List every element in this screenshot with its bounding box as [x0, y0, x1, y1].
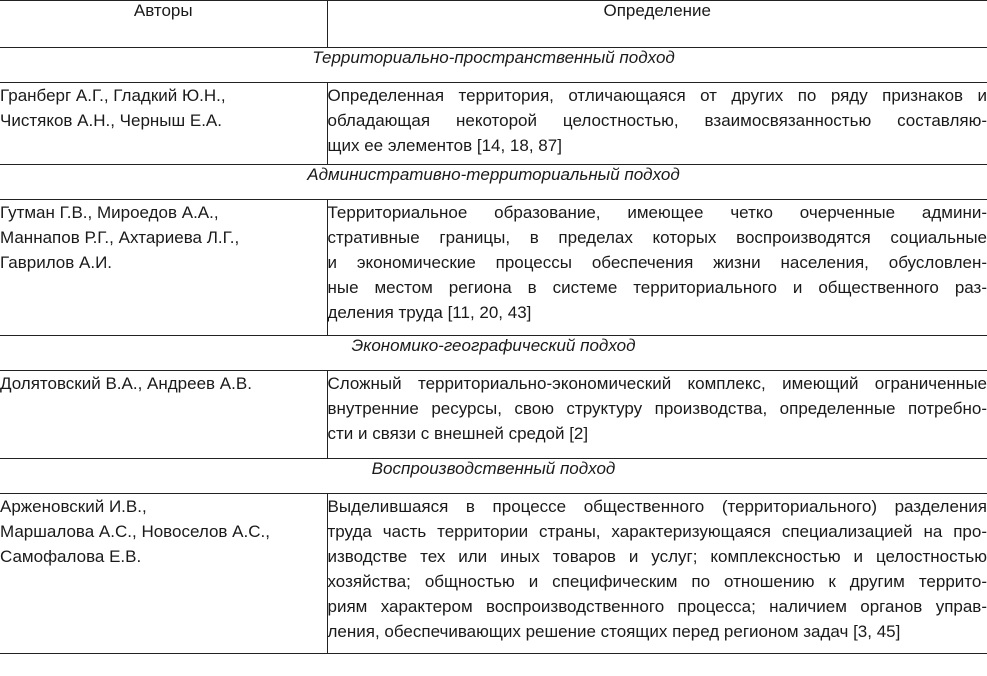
definition-line: Выделившаяся в процессе общественного (территориального) разделения — [327, 497, 987, 516]
authors-cell — [0, 494, 327, 654]
authors-line: Гутман Г.В., Мироедов А.А., — [0, 203, 219, 222]
definition-line: ные местом региона в системе территориального и общественного раз- — [327, 278, 987, 297]
definition-line: Сложный территориально-экономический комплекс, имеющий ограниченные — [327, 374, 987, 393]
definition-line: изводстве тех или иных товаров и услуг; комплексностью и целостностью — [327, 547, 987, 566]
authors-line: Маннапов Р.Г., Ахтариева Л.Г., — [0, 228, 240, 247]
table-row — [0, 494, 987, 654]
definition-line: труда часть территории страны, характеризующаяся специализацией на про- — [327, 522, 987, 541]
definition-line: внутренние ресурсы, свою структуру производства, определенные потребно- — [327, 399, 987, 418]
definition-line: стративные границы, в пределах которых воспроизводятся социальные — [327, 228, 987, 247]
definition-line: обладающая некоторой целостностью, взаимосвязанностью составляю- — [327, 111, 987, 130]
definition-line: деления труда [11, 20, 43] — [327, 303, 532, 322]
header-authors: Авторы — [0, 1, 327, 48]
definition-cell — [327, 83, 987, 165]
table-row — [0, 83, 987, 165]
section-title: Территориально-пространственный подход — [0, 48, 987, 83]
definition-line: Определенная территория, отличающаяся от других по ряду признаков и — [327, 86, 987, 105]
header-definition: Определение — [327, 1, 987, 48]
section-row — [0, 48, 987, 83]
table-row — [0, 200, 987, 336]
section-title: Административно-территориальный подход — [0, 165, 987, 200]
section-title: Экономико-географический подход — [0, 336, 987, 371]
authors-cell — [0, 200, 327, 336]
authors-cell — [0, 83, 327, 165]
authors-line: Чистяков А.Н., Черныш Е.А. — [0, 111, 222, 130]
section-row — [0, 336, 987, 371]
authors-line: Гранберг А.Г., Гладкий Ю.Н., — [0, 86, 226, 105]
section-row — [0, 165, 987, 200]
definition-cell — [327, 200, 987, 336]
authors-line: Маршалова А.С., Новоселов А.С., — [0, 522, 270, 541]
section-row — [0, 459, 987, 494]
section-title: Воспроизводственный подход — [0, 459, 987, 494]
definition-line: ления, обеспечивающих решение стоящих перед регионом задач [3, 45] — [327, 622, 901, 641]
definition-cell — [327, 371, 987, 459]
definition-line: сти и связи с внешней средой [2] — [327, 424, 589, 443]
authors-cell — [0, 371, 327, 459]
authors-line: Арженовский И.В., — [0, 497, 147, 516]
definition-line: и экономические процессы обеспечения жизни населения, обусловлен- — [327, 253, 987, 272]
definition-line: риям характером воспроизводственного процесса; наличием органов управ- — [327, 597, 987, 616]
definition-cell — [327, 494, 987, 654]
definition-line: хозяйства; общностью и специфическим по отношению к другим террито- — [327, 572, 987, 591]
authors-line: Самофалова Е.В. — [0, 547, 142, 566]
authors-line: Долятовский В.А., Андреев А.В. — [0, 374, 252, 393]
definition-line: Территориальное образование, имеющее четко очерченные админи- — [327, 203, 987, 222]
header-row — [0, 1, 987, 48]
authors-line: Гаврилов А.И. — [0, 253, 113, 272]
table-row — [0, 371, 987, 459]
definition-line: щих ее элементов [14, 18, 87] — [327, 136, 562, 155]
